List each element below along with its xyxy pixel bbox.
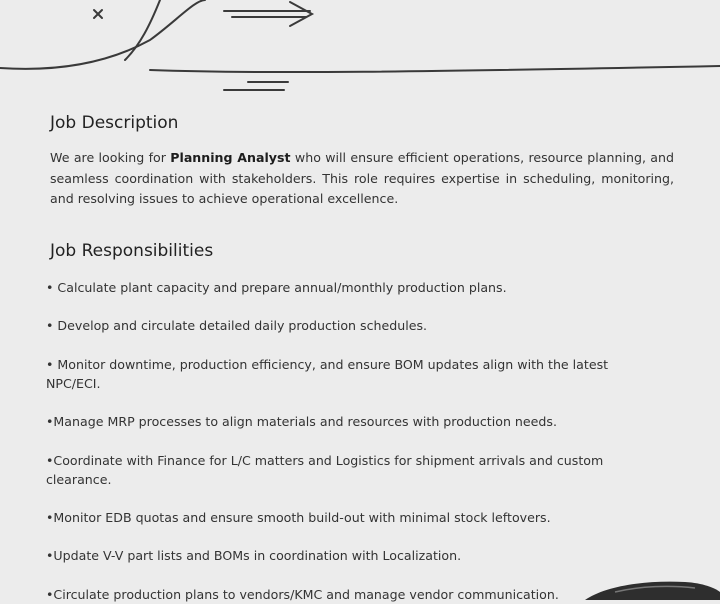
- job-responsibilities-title: Job Responsibilities: [50, 241, 214, 261]
- responsibility-item: •Manage MRP processes to align materials and resources with production needs.: [46, 414, 557, 429]
- intro-text: We are looking for: [50, 150, 171, 165]
- car-icon: [585, 578, 720, 600]
- position-name: Planning Analyst: [170, 150, 291, 165]
- responsibility-item: •Coordinate with Finance for L/C matters and Logistics for shipment arrivals and custom clearance.: [46, 453, 604, 487]
- responsibility-item: •Circulate production plans to vendors/KMC and manage vendor communication.: [46, 587, 559, 602]
- responsibility-item: •Monitor EDB quotas and ensure smooth build-out with minimal stock leftovers.: [46, 510, 551, 525]
- responsibility-item: •Update V-V part lists and BOMs in coordination with Localization.: [46, 548, 462, 563]
- job-description-text: [50, 148, 674, 210]
- description-body: who will ensure efficient operations, resource planning, and seamless coordination with stakeholders. This role requires expertise in scheduling, monitoring, and resolving issues to achieve operational excellence.: [50, 150, 674, 206]
- sparkle-icon: [94, 10, 102, 18]
- arrow-right-icon: [224, 2, 312, 26]
- divider-line: [150, 66, 720, 72]
- responsibility-item: • Monitor downtime, production efficiency, and ensure BOM updates align with the latest NPC/ECI.: [46, 357, 609, 391]
- responsibility-item: • Calculate plant capacity and prepare annual/monthly production plans.: [46, 280, 507, 295]
- header-decoration: [0, 0, 720, 100]
- responsibility-item: • Develop and circulate detailed daily production schedules.: [46, 318, 428, 333]
- job-description-title: Job Description: [50, 113, 179, 133]
